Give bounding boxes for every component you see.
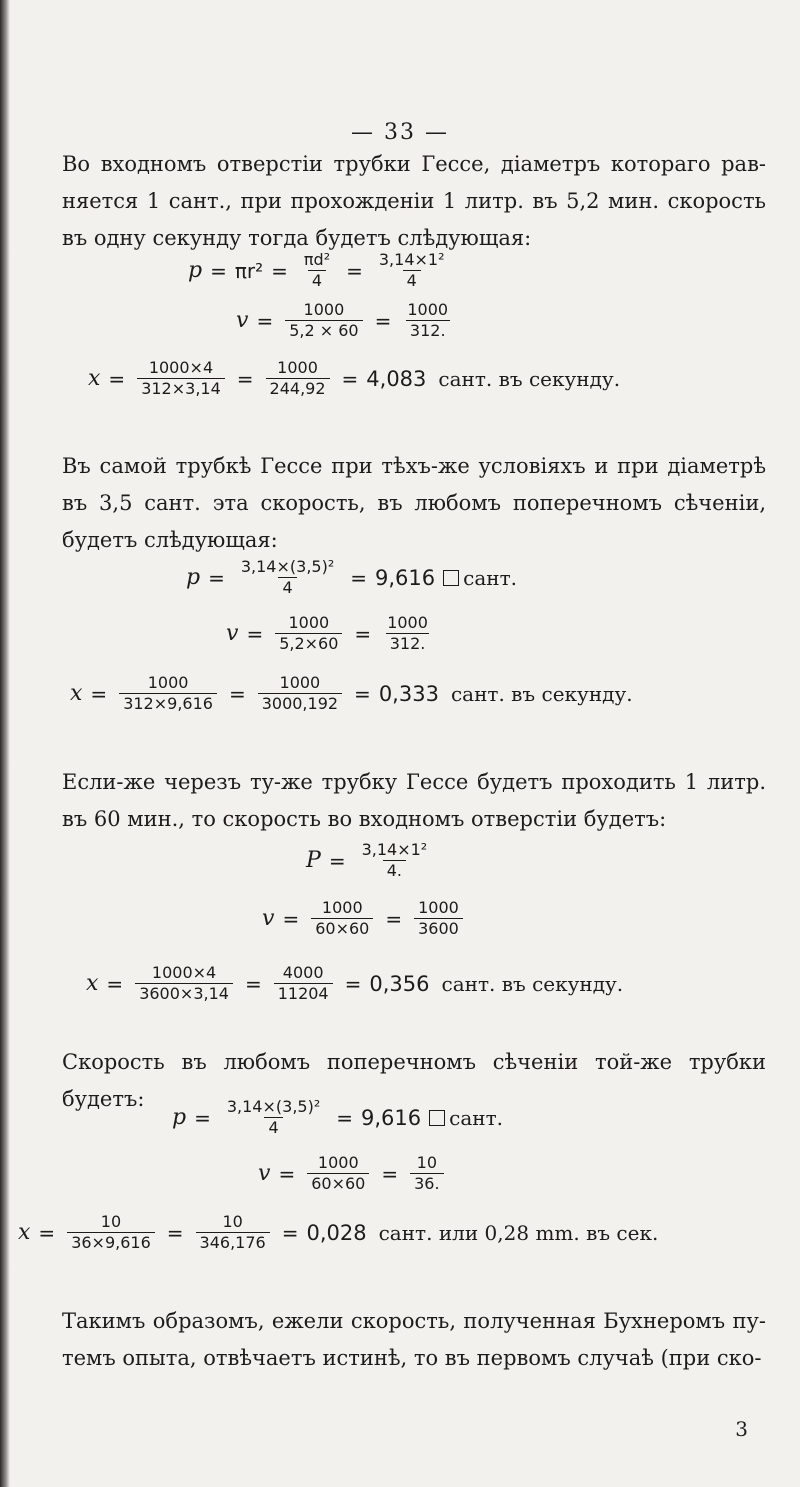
denominator: 312. [406,320,450,341]
fraction [266,358,330,399]
denominator: 4 [308,270,326,291]
fraction [223,1097,324,1138]
numerator: 1000 [321,898,363,917]
paragraph-3: Если-же черезъ ту-же трубку Гессе будетъ проходить 1 литр. въ 60 мин., то скорость во входномъ отверстіи будетъ: [62,770,766,831]
result-value: 9,616 [375,565,436,590]
equation-p-4: p = $\frac{\text{3,14×(3,5)²}}{4}$ = 9,616 сант. [172,1097,504,1137]
numerator: 1000 [317,1153,359,1172]
result-unit: сант. въ секунду. [450,681,633,706]
fraction [274,963,333,1004]
eq-lhs: v [226,621,239,646]
numerator: 1000×4 [148,358,214,377]
numerator: 1000 [279,673,321,692]
printer-signature: 3 [735,1417,748,1441]
square-symbol-icon [429,1110,445,1126]
numerator: 10 [100,1212,122,1231]
result-value: 0,356 [369,971,430,996]
fraction [196,1212,270,1253]
fraction [403,300,452,341]
equation-x-1: x = $\frac{1000\times 4}{312\times 3,14}$ = $\frac{1000}{244,92}$ = 4,083 сант. въ секунду. [88,358,621,398]
eq-lhs: v [236,308,249,333]
paragraph-4: Скорость въ любомъ поперечномъ сѣченіи той-же трубки будетъ: [62,1050,766,1111]
numerator: 1000 [387,613,428,632]
fraction [135,963,233,1004]
fraction [258,673,342,714]
fraction [358,840,432,881]
eq-lhs: v [262,906,275,931]
denominator: 3600 [414,918,463,939]
numerator: 3,14×1² [378,250,445,269]
equation-v-1: v = $\frac{1000}{5,2 \times 60}$ = $\frac{1000}{312.}$ [236,300,456,341]
numerator: 1000 [407,300,449,319]
denominator: 60×60 [307,1173,369,1194]
eq-lhs: p [186,565,201,590]
denominator: 312. [386,633,430,654]
eq-lhs: P [306,848,321,873]
fraction [311,898,373,939]
numerator: 3,14×1² [361,840,428,859]
denominator: 3000,192 [258,693,342,714]
result-value: 0,028 [306,1220,367,1245]
equation-v-4: v = $\frac{1000}{60\times 60}$ = $\frac{10}{36.}$ [258,1153,448,1194]
numerator: πd² [303,250,331,269]
denominator: 4 [278,577,296,598]
numerator: 1000×4 [151,963,217,982]
denominator: 5,2 × 60 [285,320,362,341]
equation-v-2: v = $\frac{1000}{5,2\times 60}$ = $\frac{1000}{312.}$ [226,613,436,654]
result-unit: сант. [463,565,518,590]
denominator: 4. [383,860,406,881]
denominator: 244,92 [266,378,330,399]
result-unit: сант. въ секунду. [438,366,621,391]
numerator: 1000 [147,673,189,692]
denominator: 36. [410,1173,443,1194]
equation-v-3: v = $\frac{1000}{60\times 60}$ = $\frac{1000}{3600}$ [262,898,467,939]
result-unit: сант. въ секунду. [441,971,624,996]
numerator: 3,14×(3,5)² [226,1097,321,1116]
result-unit: сант. или 0,28 mm. въ сек. [378,1220,659,1245]
equation-p-2: p = $\frac{\text{3,14×(3,5)²}}{4}$ = 9,616 сант. [186,557,518,597]
numerator: 1000 [418,898,459,917]
paragraph-2: Въ самой трубкѣ Гессе при тѣхъ-же условіяхъ и при діаметрѣ въ 3,5 сант. эта скорость, въ любомъ поперечномъ сѣченіи, будетъ слѣдующая: [62,454,766,552]
fraction [275,613,342,654]
equation-p-1: p = πr² = $\frac{\text{πd²}}{4}$ = $\frac{\text{3,14×1²}}{4}$ [188,250,453,291]
eq-term: πr² [234,258,264,283]
paragraph-1: Во входномъ отверстіи трубки Гессе, діаметръ котораго рав-няется 1 сант., при прохожденіи 1 литр. въ 5,2 мин. скорость въ одну секунду тогда будетъ слѣдующая: [62,152,766,250]
denominator: 4 [403,270,421,291]
denominator: 60×60 [311,918,373,939]
denominator: 3600×3,14 [135,983,233,1004]
equation-x-3: x = $\frac{1000\times 4}{3600\times 3,14}$ = $\frac{4000}{11204}$ = 0,356 сант. въ секунду. [86,963,624,1003]
fraction [137,358,225,399]
denominator: 36×9,616 [67,1232,155,1253]
fraction [67,1212,155,1253]
denominator: 312×9,616 [119,693,217,714]
numerator: 1000 [303,300,345,319]
eq-lhs: v [258,1161,271,1186]
eq-lhs: x [70,681,83,706]
eq-lhs: p [188,258,203,283]
result-value: 4,083 [366,366,427,391]
equation-x-4: x = $\frac{10}{36\times 9,616}$ = $\frac{10}{346,176}$ = 0,028 сант. или 0,28 mm. въ сек. [18,1212,659,1252]
eq-lhs: x [88,366,101,391]
square-symbol-icon [443,570,459,586]
denominator: 312×3,14 [137,378,225,399]
fraction [119,673,217,714]
numerator: 10 [416,1153,437,1172]
denominator: 4 [264,1117,282,1138]
result-unit: сант. [449,1105,504,1130]
fraction [383,613,432,654]
denominator: 346,176 [196,1232,270,1253]
numerator: 4000 [282,963,324,982]
page-number: — 33 — [351,120,449,145]
eq-lhs: x [86,971,99,996]
fraction [307,1153,369,1194]
fraction [300,250,334,291]
eq-lhs: p [172,1105,187,1130]
fraction [375,250,449,291]
result-value: 9,616 [361,1105,422,1130]
denominator: 5,2×60 [275,633,342,654]
paragraph-5: Такимъ образомъ, ежели скорость, полученная Бухнеромъ пу-темъ опыта, отвѣчаетъ истинѣ, то въ первомъ случаѣ (при ско- [62,1309,766,1370]
fraction [414,898,463,939]
eq-lhs: x [18,1220,31,1245]
numerator: 3,14×(3,5)² [240,557,335,576]
fraction [237,557,338,598]
fraction [410,1153,443,1194]
equation-p-3: P = $\frac{\text{3,14×1²}}{4.}$ [306,840,435,881]
denominator: 11204 [274,983,333,1004]
result-value: 0,333 [378,681,439,706]
numerator: 10 [222,1212,243,1231]
equation-x-2: x = $\frac{1000}{312\times 9,616}$ = $\frac{1000}{3000,192}$ = 0,333 сант. въ секунду. [70,673,633,713]
numerator: 1000 [277,358,318,377]
fraction [285,300,362,341]
numerator: 1000 [288,613,330,632]
